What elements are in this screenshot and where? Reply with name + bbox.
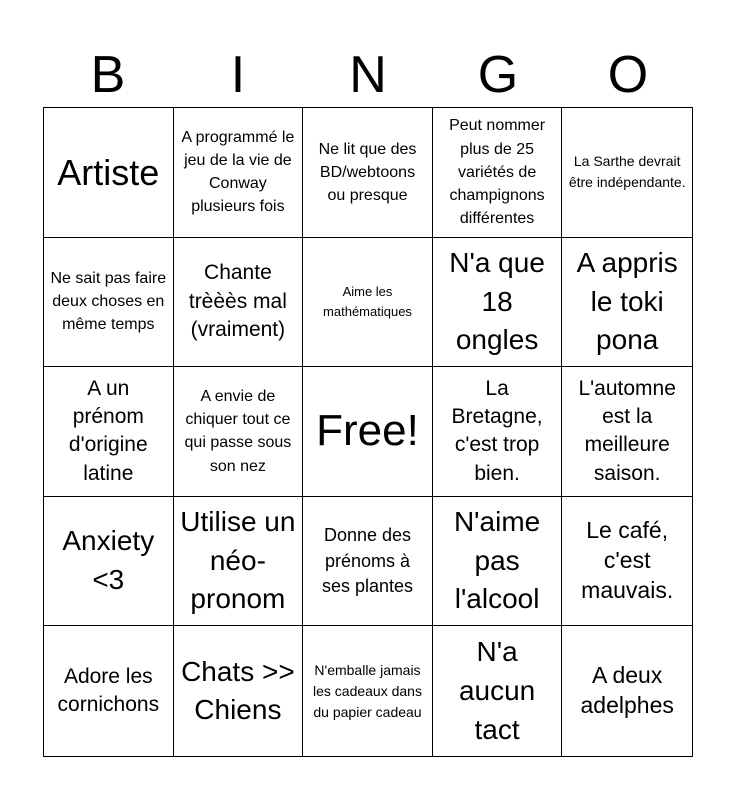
bingo-cell[interactable]	[303, 238, 433, 368]
cell-text: Le café, c'est mauvais.	[581, 517, 674, 604]
bingo-cell[interactable]	[44, 367, 174, 497]
bingo-cell[interactable]	[433, 108, 563, 238]
bingo-grid	[43, 107, 693, 757]
bingo-cell[interactable]	[562, 108, 692, 238]
bingo-free-cell[interactable]	[303, 367, 433, 497]
bingo-cell[interactable]	[303, 626, 433, 756]
cell-text: Peut nommer plus de 25 variétés de champignons différentes	[449, 117, 546, 228]
bingo-cell[interactable]	[303, 497, 433, 627]
cell-text: L'automne est la meilleure saison.	[578, 376, 676, 485]
cell-text: N'aime pas l'alcool	[453, 506, 541, 615]
bingo-cell[interactable]	[433, 238, 563, 368]
bingo-cell[interactable]	[174, 497, 304, 627]
cell-text: N'a que 18 ongles	[449, 246, 545, 356]
header-letter-o: O	[607, 46, 649, 104]
cell-text: Anxiety <3	[62, 525, 155, 596]
bingo-cell[interactable]	[44, 108, 174, 238]
cell-text: Chats >> Chiens	[181, 655, 295, 726]
cell-text: Ne sait pas faire deux choses en même temps	[50, 270, 167, 334]
bingo-cell[interactable]	[174, 626, 304, 756]
bingo-cell[interactable]	[433, 367, 563, 497]
bingo-cell[interactable]	[44, 238, 174, 368]
bingo-cell[interactable]	[174, 238, 304, 368]
cell-text: Adore les cornichons	[57, 664, 160, 717]
cell-text: A appris le toki pona	[576, 246, 678, 356]
cell-text: N'a aucun tact	[458, 636, 536, 745]
header-letter-g: G	[477, 46, 519, 104]
bingo-cell[interactable]	[433, 497, 563, 627]
cell-text: Ne lit que des BD/webtoons ou presque	[318, 140, 417, 204]
bingo-cell[interactable]	[562, 497, 692, 627]
bingo-cell[interactable]	[44, 626, 174, 756]
bingo-cell[interactable]	[562, 626, 692, 756]
cell-text: Donne des prénoms à ses plantes	[321, 525, 414, 596]
cell-text: A un prénom d'origine latine	[68, 376, 148, 485]
header-letter-i: I	[230, 46, 246, 104]
cell-text: N'emballe jamais les cadeaux dans du papier cadeau	[313, 661, 422, 720]
header-letter-b: B	[90, 46, 126, 104]
cell-text: Utilise un néo-pronom	[180, 506, 296, 615]
bingo-cell[interactable]	[174, 367, 304, 497]
free-space-text: Free!	[316, 406, 419, 456]
bingo-header	[43, 44, 693, 106]
cell-text: Artiste	[57, 151, 160, 193]
bingo-cell[interactable]	[44, 497, 174, 627]
cell-text: La Sarthe devrait être indépendante.	[568, 153, 686, 191]
bingo-cell[interactable]	[174, 108, 304, 238]
bingo-cell[interactable]	[562, 238, 692, 368]
cell-text: La Bretagne, c'est trop bien.	[451, 376, 543, 485]
cell-text: A envie de chiquer tout ce qui passe sous son nez	[184, 388, 292, 475]
cell-text: Aime les mathématiques	[323, 284, 412, 319]
cell-text: Chante trèèès mal (vraiment)	[188, 261, 287, 342]
header-letter-n: N	[349, 46, 387, 104]
bingo-cell[interactable]	[562, 367, 692, 497]
cell-text: A programmé le jeu de la vie de Conway plusieurs fois	[181, 128, 295, 216]
bingo-cell[interactable]	[433, 626, 563, 756]
bingo-cell[interactable]	[303, 108, 433, 238]
cell-text: A deux adelphes	[580, 662, 674, 719]
